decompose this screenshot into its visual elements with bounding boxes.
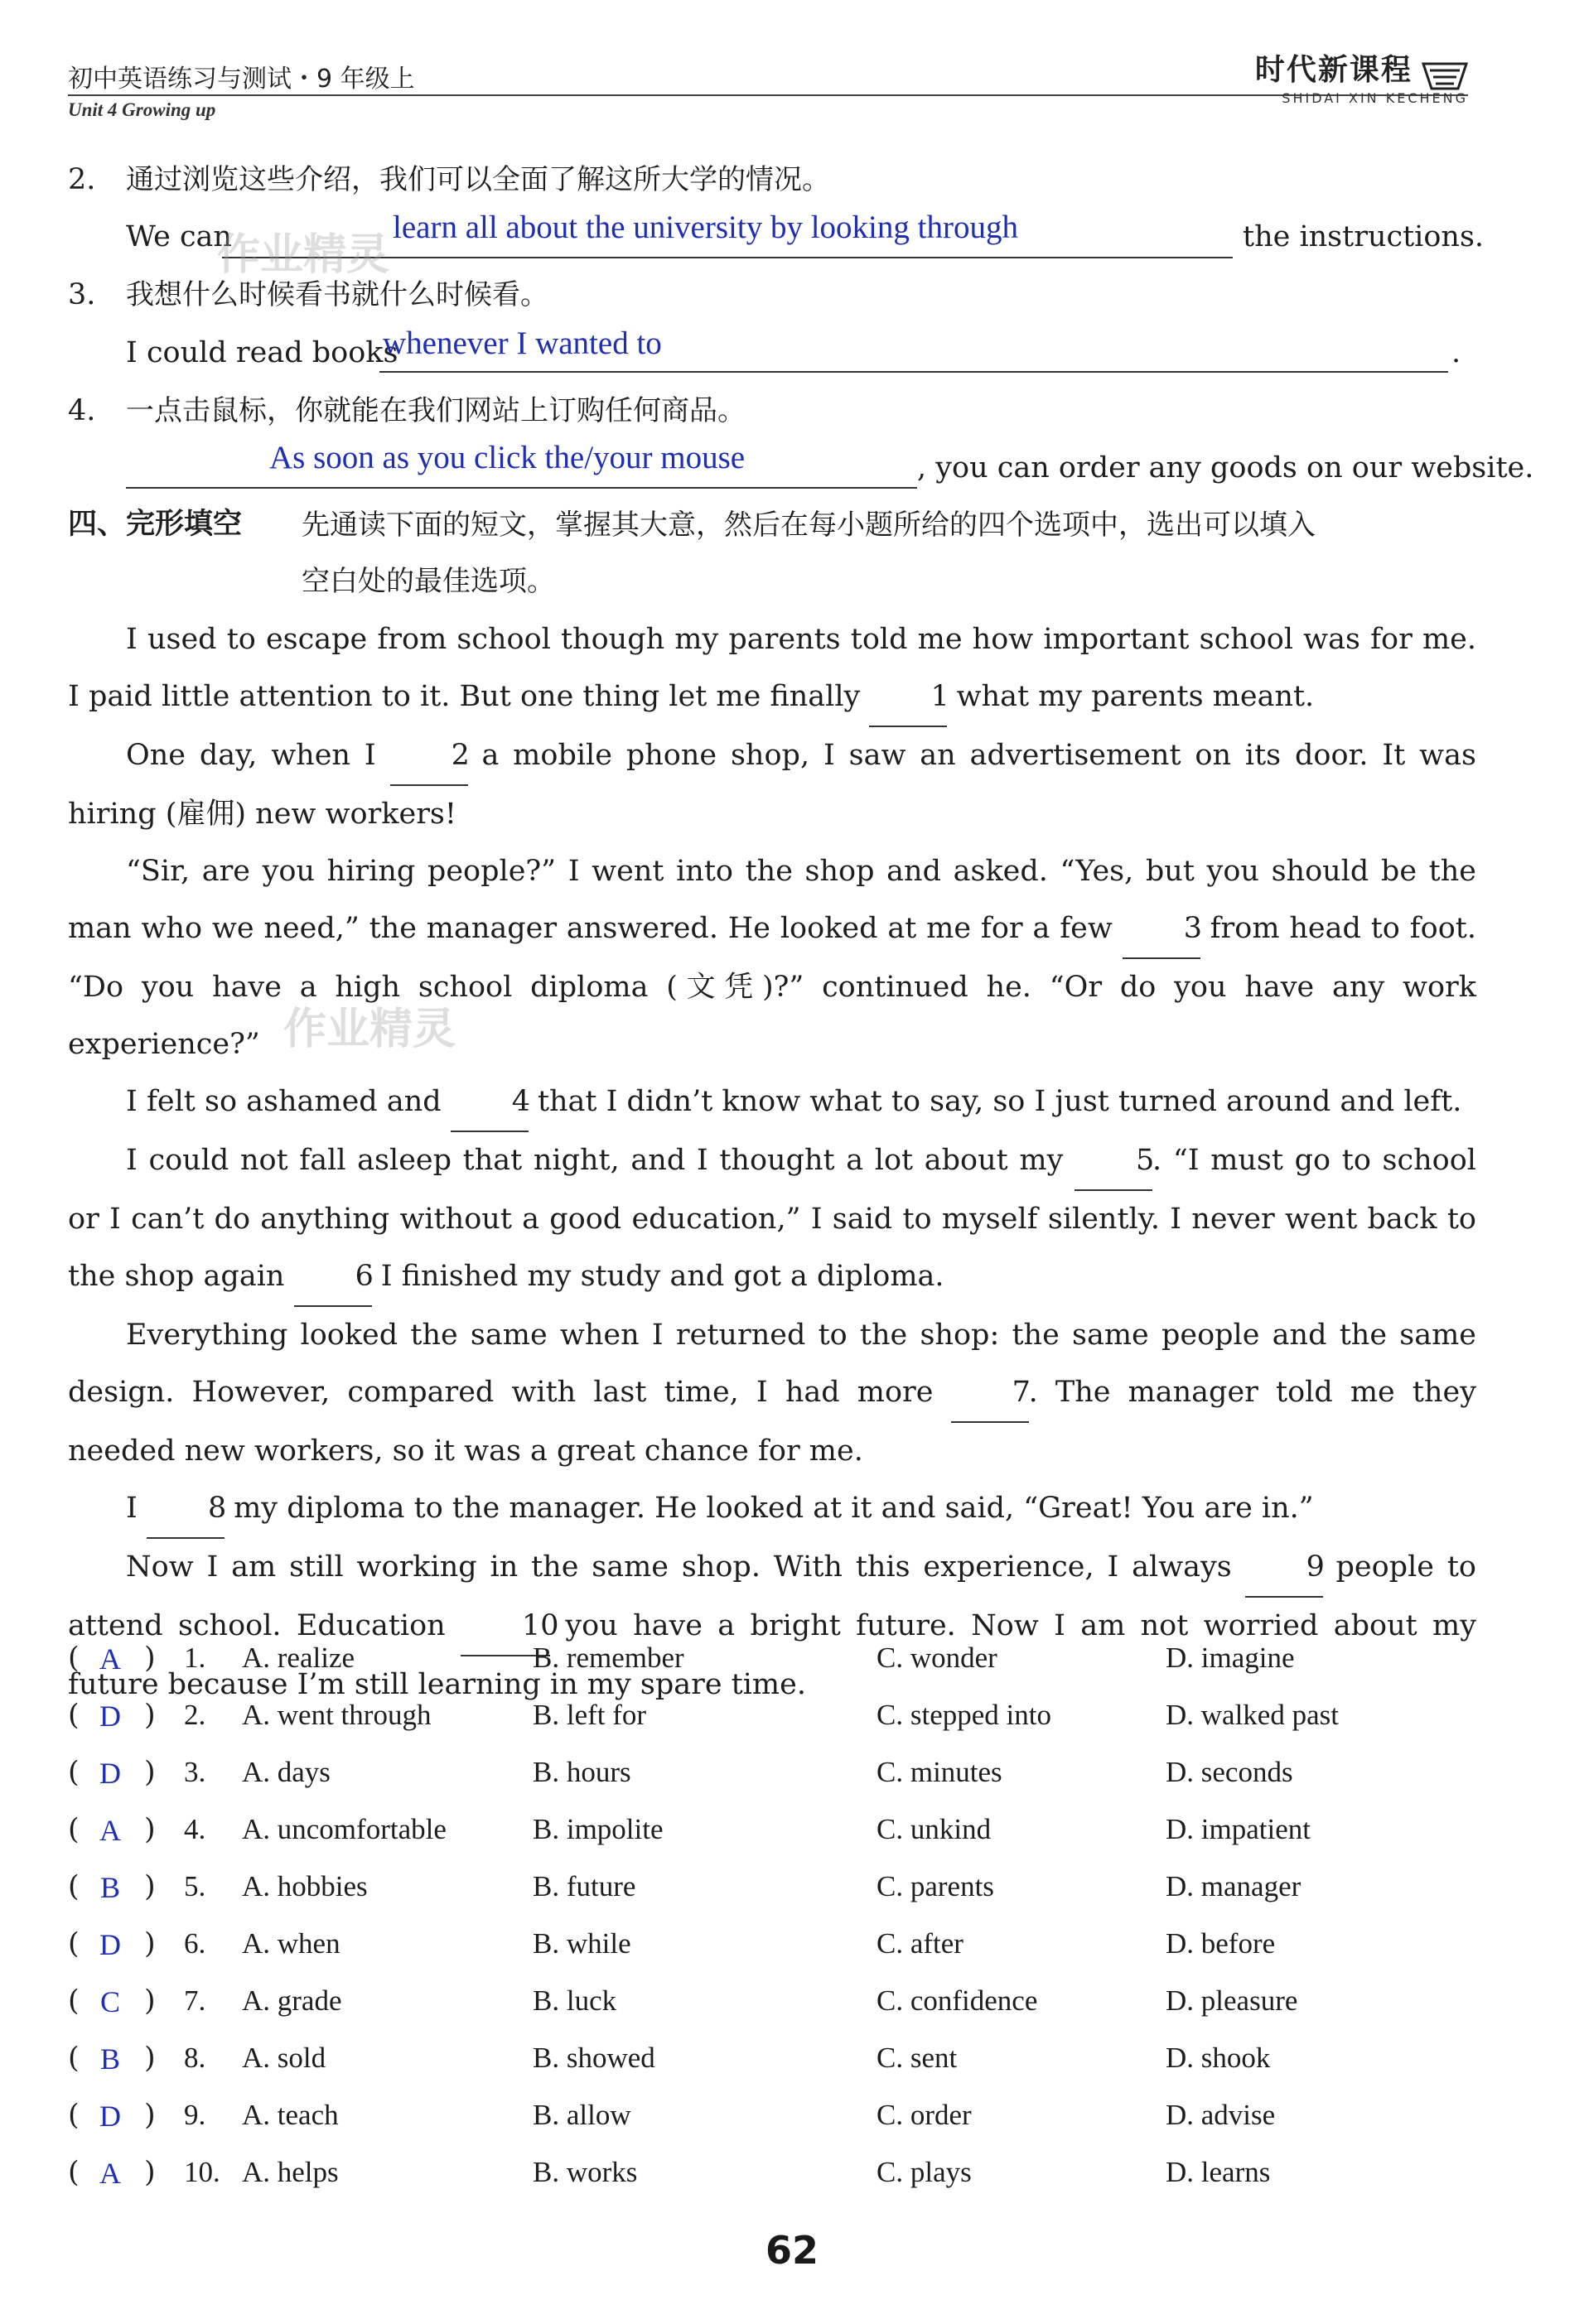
blank-9: 9 bbox=[1245, 1539, 1323, 1598]
option-a[interactable]: A. sold bbox=[242, 2042, 326, 2074]
paren-left: ( bbox=[68, 2042, 80, 2075]
handwritten-answer: whenever I wanted to bbox=[383, 325, 662, 361]
answer-choice: D bbox=[99, 1700, 121, 1733]
option-c[interactable]: C. minutes bbox=[877, 1756, 1002, 1788]
item-prefix: We can bbox=[126, 220, 232, 253]
paragraph-6: Everything looked the same when I returned to the shop: the same people and the same design. However, compared with last time, I had more 7. The manager told me they needed new workers, so it was a great chance for me. bbox=[68, 1319, 1476, 1468]
question-number: 9. bbox=[184, 2099, 206, 2131]
option-b[interactable]: B. left for bbox=[533, 1699, 647, 1731]
translation-item-2 bbox=[68, 162, 830, 197]
question-number: 2. bbox=[184, 1699, 206, 1731]
paren-left: ( bbox=[68, 1642, 80, 1675]
answer-choice: A bbox=[99, 1814, 121, 1847]
answer-choice: B bbox=[99, 1871, 120, 1904]
option-a[interactable]: A. days bbox=[242, 1756, 331, 1788]
section-heading bbox=[68, 507, 242, 542]
option-b[interactable]: B. luck bbox=[533, 1984, 617, 2017]
question-number: 8. bbox=[184, 2042, 206, 2074]
book-title: 初中英语练习与测试・9 年级上 bbox=[68, 65, 415, 94]
question-number: 7. bbox=[184, 1984, 206, 2017]
handwritten-answer: learn all about the university by looking through bbox=[393, 210, 1018, 245]
blank-4: 4 bbox=[451, 1073, 529, 1132]
unit-title: Unit 4 Growing up bbox=[68, 99, 216, 120]
question-number: 10. bbox=[184, 2156, 220, 2188]
watermark: 作业精灵 bbox=[217, 230, 390, 280]
paren-right: ) bbox=[144, 1642, 156, 1675]
answer-choice: D bbox=[99, 1757, 121, 1790]
answer-choice: D bbox=[99, 2100, 121, 2133]
blank-7: 7 bbox=[951, 1364, 1029, 1423]
section-title: 四、完形填空 bbox=[68, 508, 243, 541]
question-number: 1. bbox=[184, 1642, 206, 1674]
paren-left: ( bbox=[68, 2099, 80, 2132]
blank-6: 6 bbox=[294, 1248, 372, 1307]
translation-item-3 bbox=[68, 277, 548, 312]
watermark: 作业精灵 bbox=[283, 1005, 456, 1054]
option-a[interactable]: A. when bbox=[242, 1927, 340, 1960]
handwritten-answer: As soon as you click the/your mouse bbox=[269, 440, 746, 475]
option-d[interactable]: D. advise bbox=[1166, 2099, 1276, 2131]
option-d[interactable]: D. learns bbox=[1166, 2156, 1271, 2188]
paragraph-5: I could not fall asleep that night, and I thought a lot about my 5. “I must go to school or I can’t do anything without a good education,” I said to myself silently. I never went back to the shop again 6 I finished my study and got a diploma. bbox=[68, 1132, 1476, 1307]
item-chinese: 一点击鼠标，你就能在我们网站上订购任何商品。 bbox=[126, 394, 746, 427]
paragraph-2: One day, when I 2 a mobile phone shop, I saw an advertisement on its door. It was hiring (雇佣) new workers! bbox=[68, 727, 1476, 843]
option-b[interactable]: B. works bbox=[533, 2156, 638, 2188]
option-d[interactable]: D. impatient bbox=[1166, 1813, 1311, 1845]
option-a[interactable]: A. realize bbox=[242, 1642, 355, 1674]
paragraph-7: I 8 my diploma to the manager. He looked at it and said, “Great! You are in.” bbox=[68, 1480, 1476, 1539]
item-suffix: , you can order any goods on our website. bbox=[917, 451, 1534, 485]
paragraph-8: Now I am still working in the same shop. With this experience, I always 9 people to attend school. Education 10 you have a bright future. Now I am not worried about my future because I’m still learning in my spare time. bbox=[68, 1539, 1476, 1714]
brand-en: SHIDAI XIN KECHENG bbox=[1282, 89, 1468, 106]
blank-8: 8 bbox=[147, 1480, 225, 1539]
brand-cn: 时代新课程 bbox=[1254, 53, 1413, 87]
blank-1: 1 bbox=[869, 668, 947, 727]
item-suffix: . bbox=[1451, 336, 1461, 369]
option-d[interactable]: D. pleasure bbox=[1166, 1984, 1298, 2017]
item-prefix: I could read books bbox=[126, 336, 398, 369]
question-number: 6. bbox=[184, 1927, 206, 1960]
page-number: 62 bbox=[765, 2228, 819, 2273]
option-b[interactable]: B. future bbox=[533, 1870, 636, 1902]
paren-right: ) bbox=[144, 1984, 156, 2018]
option-d[interactable]: D. walked past bbox=[1166, 1699, 1339, 1731]
paren-left: ( bbox=[68, 2156, 80, 2189]
blank-3: 3 bbox=[1123, 900, 1200, 959]
option-d[interactable]: D. manager bbox=[1166, 1870, 1301, 1902]
option-c[interactable]: C. confidence bbox=[877, 1984, 1038, 2017]
paren-right: ) bbox=[144, 2099, 156, 2132]
option-b[interactable]: B. while bbox=[533, 1927, 631, 1960]
section-instruction-2: 空白处的最佳选项。 bbox=[302, 565, 555, 598]
paren-right: ) bbox=[144, 2042, 156, 2075]
option-a[interactable]: A. uncomfortable bbox=[242, 1813, 447, 1845]
paren-left: ( bbox=[68, 1927, 80, 1960]
blank-5: 5 bbox=[1075, 1132, 1152, 1191]
paren-left: ( bbox=[68, 1756, 80, 1789]
option-c[interactable]: C. order bbox=[877, 2099, 972, 2131]
paren-right: ) bbox=[144, 1699, 156, 1732]
option-c[interactable]: C. wonder bbox=[877, 1642, 997, 1674]
option-d[interactable]: D. imagine bbox=[1166, 1642, 1295, 1674]
paren-left: ( bbox=[68, 1984, 80, 2018]
option-b[interactable]: B. hours bbox=[533, 1756, 631, 1788]
cloze-passage bbox=[68, 611, 1476, 1714]
option-c[interactable]: C. unkind bbox=[877, 1813, 992, 1845]
option-d[interactable]: D. before bbox=[1166, 1927, 1276, 1960]
item-number: 2. bbox=[68, 163, 96, 196]
brand bbox=[1255, 46, 1468, 106]
option-d[interactable]: D. seconds bbox=[1166, 1756, 1293, 1788]
paren-right: ) bbox=[144, 1756, 156, 1789]
translation-item-4 bbox=[68, 393, 746, 428]
option-b[interactable]: B. impolite bbox=[533, 1813, 664, 1845]
option-d[interactable]: D. shook bbox=[1166, 2042, 1271, 2074]
question-number: 3. bbox=[184, 1756, 206, 1788]
item-suffix: the instructions. bbox=[1243, 220, 1485, 253]
option-c[interactable]: C. plays bbox=[877, 2156, 972, 2188]
item-chinese: 通过浏览这些介绍，我们可以全面了解这所大学的情况。 bbox=[126, 163, 830, 196]
question-number: 4. bbox=[184, 1813, 206, 1845]
paren-right: ) bbox=[144, 1870, 156, 1903]
option-b[interactable]: B. remember bbox=[533, 1642, 684, 1674]
paragraph-4: I felt so ashamed and 4 that I didn’t know what to say, so I just turned around and left. bbox=[68, 1073, 1476, 1132]
option-c[interactable]: C. parents bbox=[877, 1870, 994, 1902]
option-a[interactable]: A. hobbies bbox=[242, 1870, 368, 1902]
item-number: 4. bbox=[68, 394, 96, 427]
blank-2: 2 bbox=[390, 727, 468, 786]
answer-choice: A bbox=[99, 2157, 121, 2190]
option-c[interactable]: C. stepped into bbox=[877, 1699, 1051, 1731]
option-b[interactable]: B. allow bbox=[533, 2099, 631, 2131]
answer-underline bbox=[379, 371, 1448, 373]
answer-choice: B bbox=[99, 2042, 120, 2076]
option-a[interactable]: A. teach bbox=[242, 2099, 339, 2131]
question-number: 5. bbox=[184, 1870, 206, 1902]
answer-choice: D bbox=[99, 1928, 121, 1961]
answer-underline bbox=[126, 487, 917, 489]
option-c[interactable]: C. after bbox=[877, 1927, 963, 1960]
section-instruction-1: 先通读下面的短文，掌握其大意，然后在每小题所给的四个选项中，选出可以填入 bbox=[302, 509, 1316, 542]
paren-right: ) bbox=[144, 1927, 156, 1960]
option-a[interactable]: A. grade bbox=[242, 1984, 342, 2017]
answer-choice: C bbox=[99, 1985, 120, 2018]
item-number: 3. bbox=[68, 278, 96, 311]
paren-left: ( bbox=[68, 1699, 80, 1732]
option-a[interactable]: A. helps bbox=[242, 2156, 339, 2188]
blank-10: 10 bbox=[461, 1598, 550, 1656]
option-a[interactable]: A. went through bbox=[242, 1699, 432, 1731]
paren-right: ) bbox=[144, 1813, 156, 1846]
paren-right: ) bbox=[144, 2156, 156, 2189]
paren-left: ( bbox=[68, 1813, 80, 1846]
paragraph-1: I used to escape from school though my parents told me how important school was for me. I paid little attention to it. But one thing let me finally 1 what my parents meant. bbox=[68, 611, 1476, 727]
answer-choice: A bbox=[99, 1642, 121, 1675]
brand-logo-icon bbox=[1422, 60, 1468, 92]
paren-left: ( bbox=[68, 1870, 80, 1903]
item-chinese: 我想什么时候看书就什么时候看。 bbox=[126, 278, 548, 311]
option-c[interactable]: C. sent bbox=[877, 2042, 958, 2074]
paragraph-3: “Sir, are you hiring people?” I went into the shop and asked. “Yes, but you should be the man who we need,” the manager answered. He looked at me for a few 3 from head to foot. “Do you have a high school diploma (文凭)?” continued he. “Or do you have any work experience?” bbox=[68, 855, 1476, 1061]
option-b[interactable]: B. showed bbox=[533, 2042, 655, 2074]
